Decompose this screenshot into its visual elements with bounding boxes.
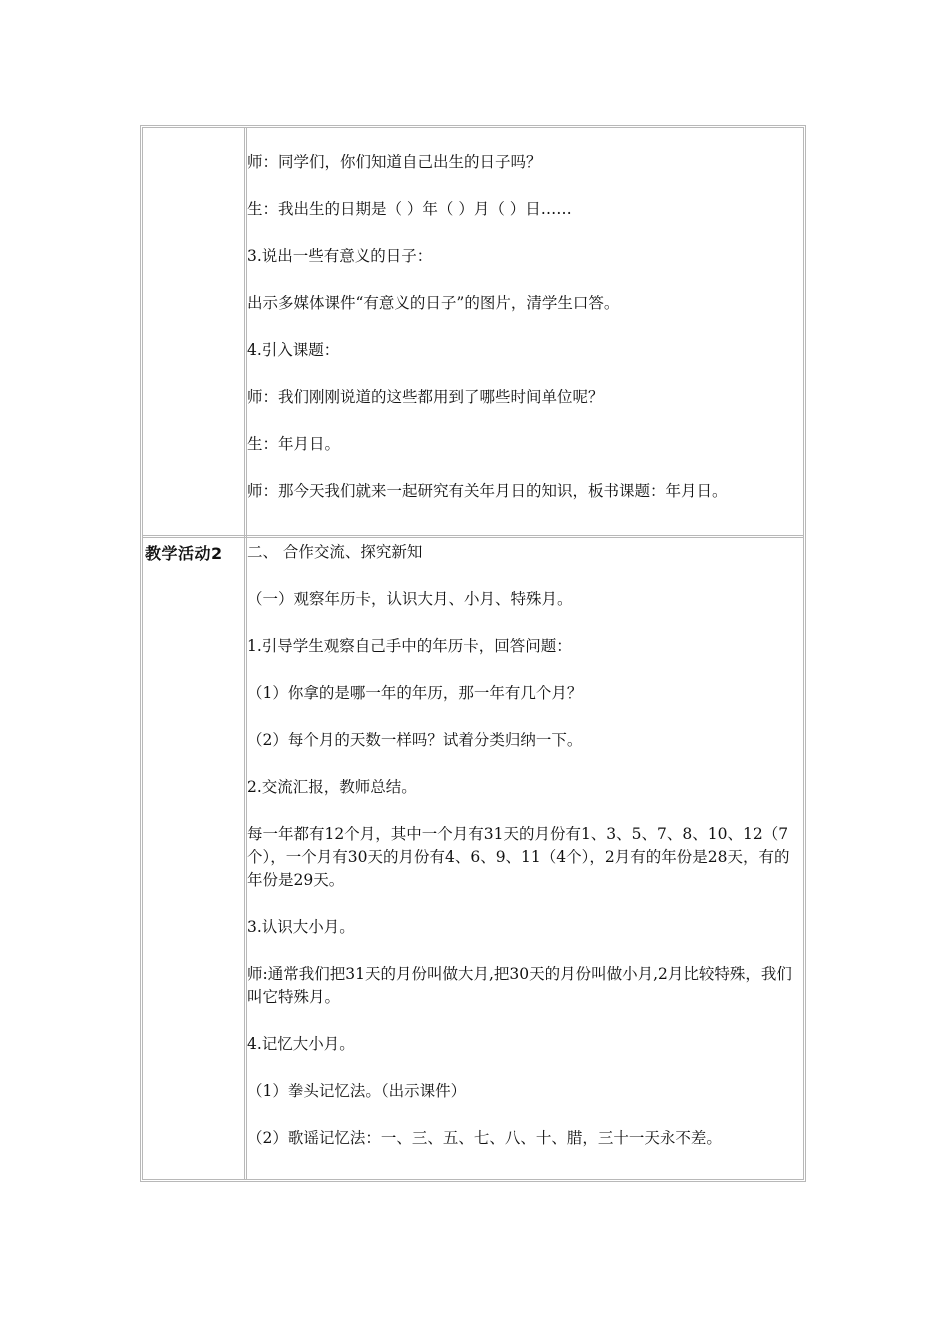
text-line: （2）歌谣记忆法：一、三、五、七、八、十、腊，三十一天永不差。 bbox=[247, 1129, 722, 1147]
activity-label: 教学活动2 bbox=[145, 544, 223, 563]
lesson-table bbox=[140, 125, 806, 1182]
text-line: （1）拳头记忆法。（出示课件） bbox=[247, 1082, 467, 1100]
row1-content-cell bbox=[247, 151, 799, 503]
text-line: 3.认识大小月。 bbox=[247, 918, 355, 936]
row2-content-cell bbox=[247, 541, 799, 1150]
text-line: 师：我们刚刚说道的这些都用到了哪些时间单位呢？ bbox=[247, 388, 604, 406]
text-line: 1.引导学生观察自己手中的年历卡，回答问题： bbox=[247, 637, 572, 655]
text-line: （2）每个月的天数一样吗？试着分类归纳一下。 bbox=[247, 731, 583, 749]
text-line: 每一年都有12个月，其中一个月有31天的月份有1、3、5、7、8、10、12（7个），一个月有30天的月份有4、6、9、11（4个），2月有的年份是28天，有的年份是29天。 bbox=[247, 825, 790, 889]
text-line: （一）观察年历卡，认识大月、小月、特殊月。 bbox=[247, 590, 573, 608]
text-line: （1）你拿的是哪一年的年历，那一年有几个月？ bbox=[247, 684, 583, 702]
text-line: 二、 合作交流、探究新知 bbox=[247, 543, 423, 561]
text-line: 2.交流汇报，教师总结。 bbox=[247, 778, 417, 796]
row-divider bbox=[143, 535, 803, 538]
text-line: 生：年月日。 bbox=[247, 435, 341, 453]
text-line: 出示多媒体课件“有意义的日子”的图片，清学生口答。 bbox=[247, 294, 620, 312]
text-line: 4.记忆大小月。 bbox=[247, 1035, 355, 1053]
text-line: 3.说出一些有意义的日子： bbox=[247, 247, 433, 265]
text-line: 师:通常我们把31天的月份叫做大月,把30天的月份叫做小月,2月比较特殊，我们叫它特殊月。 bbox=[247, 965, 792, 1006]
text-line: 生：我出生的日期是（ ）年（ ）月（ ）日…… bbox=[247, 200, 572, 218]
text-line: 师：同学们，你们知道自己出生的日子吗？ bbox=[247, 153, 542, 171]
text-line: 4.引入课题： bbox=[247, 341, 340, 359]
text-line: 师：那今天我们就来一起研究有关年月日的知识，板书课题：年月日。 bbox=[247, 482, 728, 500]
